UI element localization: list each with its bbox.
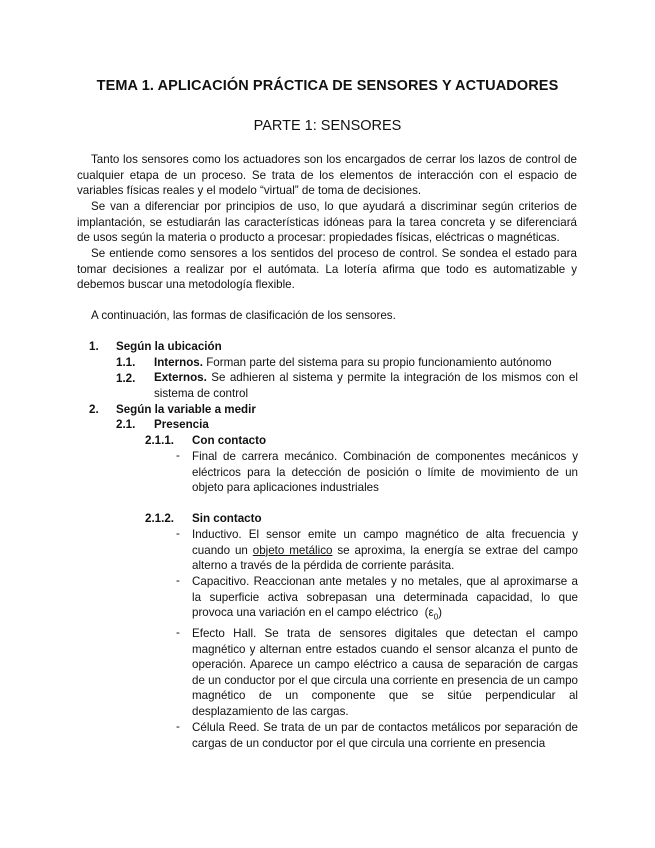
bullet-dash: - bbox=[176, 527, 180, 540]
outline-heading-sin-contacto: Sin contacto bbox=[192, 512, 262, 525]
intro-paragraph-3: Se entiende como sensores a los sentidos del proceso de control. Se sondea el estado para tomar decisiones a realizar por el autómata. La lotería afirma que todo es automatizable y debemos buscar una metodología flexible. bbox=[77, 247, 577, 292]
bullet-dash: - bbox=[176, 626, 180, 639]
section-subtitle: PARTE 1: SENSORES bbox=[253, 118, 402, 134]
outline-number: 2.1.2. bbox=[145, 512, 175, 525]
outline-heading-con-contacto: Con contacto bbox=[192, 434, 267, 447]
outline-number: 2. bbox=[89, 403, 99, 416]
list-item-celula-reed: Célula Reed. Se trata de un par de contactos metálicos por separación de cargas de un conductor por el que circula una corriente en presencia bbox=[192, 721, 578, 750]
list-item-efecto-hall: Efecto Hall. Se trata de sensores digitales que detectan el campo magnético y alternan entre estados cuando el sensor alcanza el punto de operación. Aparece un campo eléctrico a causa de separación de cargas de un conductor por el que circula una corriente en presencia de un campo magnético de un componente que se sitúe perpendicular al desplazamiento de las cargas. bbox=[192, 627, 578, 718]
epsilon-symbol: (ε bbox=[424, 606, 434, 620]
outline-item-internos: Internos. Forman parte del sistema para su propio funcionamiento autónomo bbox=[154, 356, 552, 369]
list-item-final-carrera: Final de carrera mecánico. Combinación de componentes mecánicos y eléctricos para la detección de posición o límite de movimiento de un objeto para aplicaciones industriales bbox=[192, 450, 578, 495]
list-item-inductivo: Inductivo. El sensor emite un campo magnético de alta frecuencia y cuando un objeto metálico se aproxima, la energía se extrae del campo alterno a través de la pérdida de corriente parásita. bbox=[192, 528, 579, 573]
intro-paragraph-2: Se van a diferenciar por principios de uso, lo que ayudará a discriminar según criterios de implantación, se estudiarán las características idóneas para la tarea concreta y se diferenciará de usos según la materia o producto a procesar: propiedades físicas, eléctricas o magnéticas. bbox=[77, 200, 577, 245]
outline-heading-variable: Según la variable a medir bbox=[116, 403, 256, 416]
intro-paragraph-4: A continuación, las formas de clasificación de los sensores. bbox=[91, 309, 396, 322]
outline-item-externos: Externos. Se adhieren al sistema y permite la integración de los mismos con el sistema de control bbox=[154, 371, 578, 400]
bullet-dash: - bbox=[176, 574, 180, 587]
outline-number: 2.1.1. bbox=[145, 434, 175, 447]
page-title: TEMA 1. APLICACIÓN PRÁCTICA DE SENSORES Y ACTUADORES bbox=[96, 78, 559, 94]
bullet-dash: - bbox=[176, 720, 180, 733]
list-item-capacitivo: Capacitivo. Reaccionan ante metales y no metales, que al aproximarse a la superficie activa sobrepasan una determinada capacidad, lo que provoca una variación en el campo eléctrico $(\varepsilon_0)$ bbox=[192, 575, 578, 622]
outline-heading-ubicacion: Según la ubicación bbox=[116, 340, 222, 353]
bullet-dash: - bbox=[176, 449, 180, 462]
outline-number: 1.1. bbox=[116, 356, 136, 369]
intro-paragraph-1: Tanto los sensores como los actuadores son los encargados de cerrar los lazos de control de cualquier etapa de un proceso. Se trata de los elementos de interacción con el espacio de variables físicas reales y el modelo “virtual” de toma de decisiones. bbox=[77, 153, 577, 198]
outline-number: 1.2. bbox=[116, 372, 136, 385]
outline-number: 2.1. bbox=[116, 418, 136, 431]
outline-heading-presencia: Presencia bbox=[154, 418, 209, 431]
outline-number: 1. bbox=[89, 340, 99, 353]
objeto-metalico-link[interactable]: objeto metálico bbox=[252, 543, 333, 557]
